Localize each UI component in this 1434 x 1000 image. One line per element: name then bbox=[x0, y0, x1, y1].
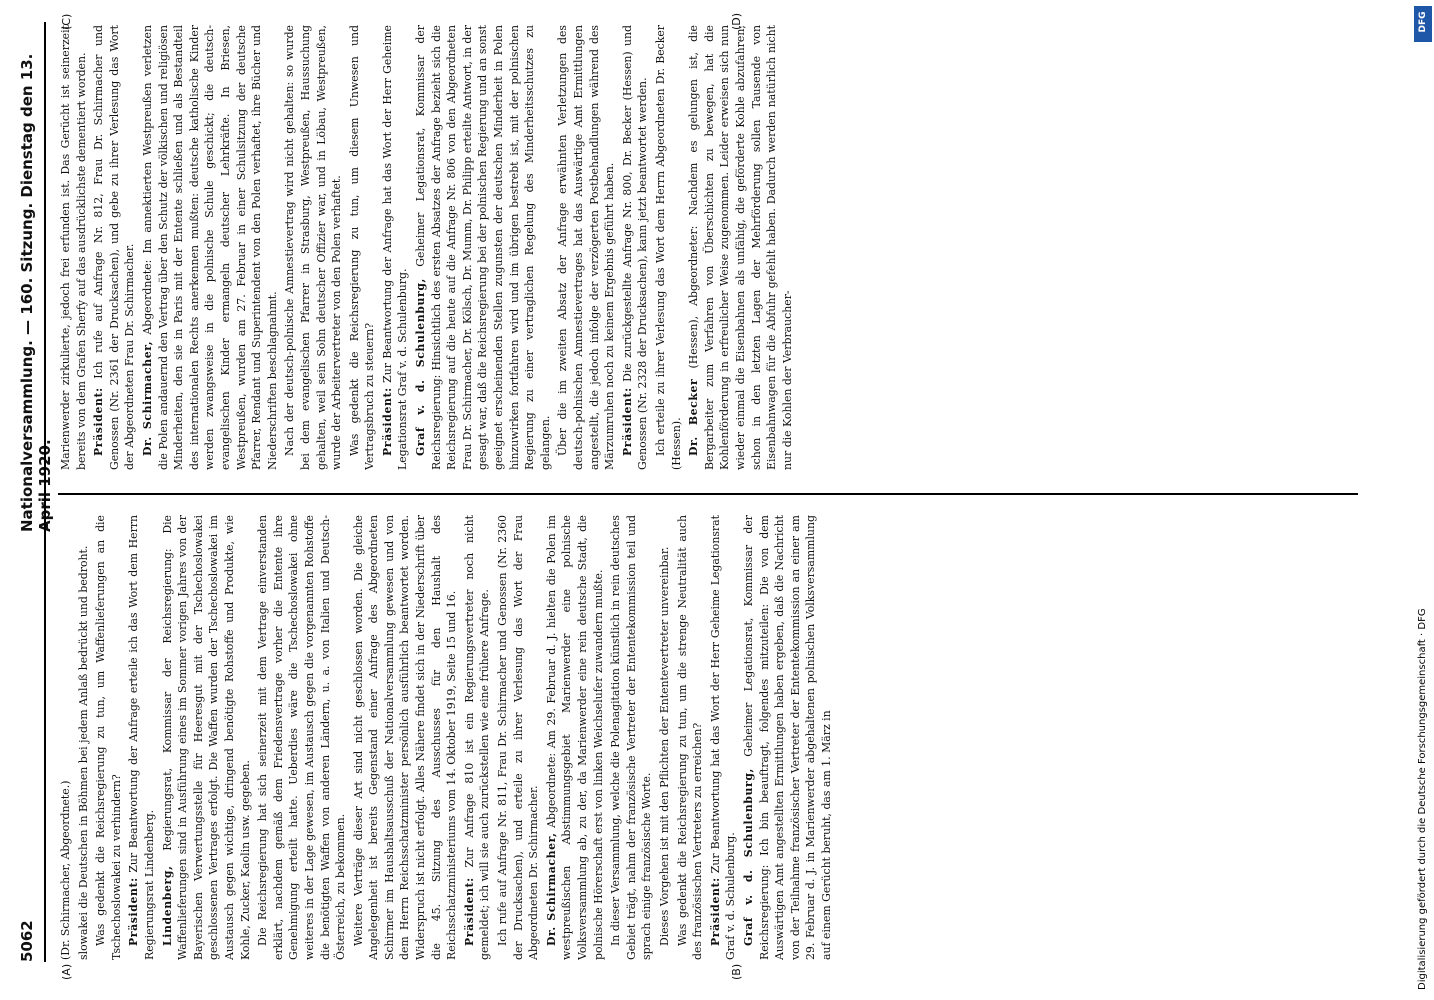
paragraph: Marienwerder zirkulierte, jedoch frei erfunden ist. Das Gerücht ist seinerzeit bereits von dem Grafen Sherfy auf das ausdrücklichste dementiert worden. bbox=[59, 25, 88, 470]
header-divider bbox=[44, 22, 46, 962]
paragraph: Weitere Verträge dieser Art sind nicht geschlossen worden. Die gleiche Angelegenheit ist bereits Gegenstand einer Anfrage des Abgeordneten Schirmer im Haushaltsausschuß der Nationalversammlung gewesen und von dem Herrn Reichsschatzminister persönlich ausführlich beantwortet worden. Widerspruch ist nicht erfolgt. Alles Nähere findet sich in der Niederschrift über die 45. Sitzung des Ausschusses für den Haushalt des Reichsschatzministeriums vom 14. Oktober 1919, Seite 15 und 16. bbox=[351, 515, 459, 960]
paragraph: Präsident: Zur Beantwortung hat das Wort der Herr Geheime Legationsrat Graf v. d. Schulenburg. bbox=[708, 515, 738, 960]
paragraph: (Dr. Schirmacher, Abgeordnete.) bbox=[59, 780, 72, 960]
paragraph: Graf v. d. Schulenburg, Geheimer Legationsrat, Kommissar der Reichsregierung: Hinsichtlich des ersten Absatzes der Anfrage bezieht sich die Reichsregierung auf die heute auf die Anfrage Nr. 806 von den Abgeordneten Frau Dr. Schirmacher, Dr. Kölsch, Dr. Mumm, Dr. Philipp erteilte Antwort, in der gesagt war, daß die Reichsregierung bei der polnischen Regierung und an sonst geeignet erscheinenden Stellen zugunsten der deutschen Minderheit in Polen hinzuwirken fortfahren wird und im übrigen bestrebt ist, mit der polnischen Regierung zu einer vertraglichen Regelung des Minderheitsschutzes zu gelangen. bbox=[414, 25, 552, 470]
page-number: 5062 bbox=[18, 920, 36, 962]
page-header bbox=[12, 22, 54, 962]
speaker-name: Dr. Becker bbox=[687, 378, 701, 456]
speaker-name: Präsident: bbox=[620, 387, 634, 456]
paragraph: Präsident: Ich rufe auf Anfrage Nr. 812, Frau Dr. Schirmacher und Genossen (Nr. 2361 der Drucksachen), und gebe zu ihrer Verlesung das Wort der Abgeordneten Frau Dr. Schirmacher. bbox=[92, 25, 137, 470]
paragraph: Was gedenkt die Reichsregierung zu tun, um diesem Unwesen und Vertragsbruch zu steuern? bbox=[347, 25, 377, 470]
dfg-logo-icon bbox=[1414, 6, 1432, 42]
paragraph: Dr. Schirmacher, Abgeordnete: Im annektierten Westpreußen verletzen die Polen andauernd den Vertrag über den Schutz der völkischen und religiösen Minderheiten, den sie in Paris mit der Entente schließen und als Bestandteil des internationalen Rechts anerkennen mußten: deutsche katholische Kinder werden zwangsweise in die polnische Schule geschickt; die deutsch-evangelischen Kinder ermangeln deutscher Lehrkräfte. In Briesen, Westpreußen, wurden am 27. Februar in einer Schulsitzung der deutsche Pfarrer, Rendant und Superintendent von den Polen verhaftet, ihre Bücher und Niederschriften beschlagnahmt. bbox=[140, 25, 279, 470]
paragraph: Graf v. d. Schulenburg, Geheimer Legationsrat, Kommissar der Reichsregierung: Ich bin beauftragt, folgendes mitzuteilen: Die von dem Auswärtigen Amt angestellten Ermittlungen haben ergeben, daß die Nachricht von der Teilnahme französischer Vertreter der Ententekommission an einer am 29. Februar d. J. in Marienwerder abgehaltenen polnischen Volksversammlung auf einem Gerücht beruht, das am 1. März in bbox=[741, 515, 833, 960]
paragraph: Über die im zweiten Absatz der Anfrage erwähnten Verletzungen des deutsch-polnischen Amnestievertrages hat das Auswärtige Amt Ermittlungen angestellt, die jedoch infolge der verzögerten Postbehandlungen während des Märzumruhen noch zu keinem Ergebnis geführt haben. bbox=[556, 25, 617, 470]
paragraph: Was gedenkt die Reichsregierung zu tun, um Waffenlieferungen an die Tschechoslowakei zu verhindern? bbox=[94, 515, 123, 960]
margin-marker-c: (C) bbox=[60, 13, 73, 30]
paragraph: Präsident: Die zurückgestellte Anfrage Nr. 800, Dr. Becker (Hessen) und Genossen (Nr. 2328 der Drucksachen), kann jetzt beantwortet werden. bbox=[620, 25, 650, 470]
paragraph: Nach der deutsch-polnische Amnestievertrag wird nicht gehalten: so wurde bei dem evangelischen Pfarrer in Strasburg, Westpreußen, Haussuchung gehalten, weil sein Sohn deutscher Offizier war, und in Löbau, Westpreußen, wurde der Arbeitervertreter von den Polen verhaftet. bbox=[283, 25, 344, 470]
paragraph: Dr. Becker (Hessen), Abgeordneter: Nachdem es gelungen ist, die Bergarbeiter zum Verfahren von Überschichten zu bewegen, hat die Kohlenförderung in erfreulicher Weise zugenommen. Leider erweisen sich nun wieder einmal die Eisenbahnen als unfähig, die geförderte Kohle abzufahren; schon in den letzten Lagen der Mehrförderung sollen Tausende von Eisenbahnwagen für die Abfuhr gefehlt haben. Dadurch werden natürlich nicht nur die Kohlen der Verbraucher- bbox=[687, 25, 794, 470]
paragraph: Ich rufe auf Anfrage Nr. 811, Frau Dr. Schirmacher und Genossen (Nr. 2360 der Drucksachen), und erteile zu ihrer Verlesung das Wort der Frau Abgeordneten Dr. Schirmacher. bbox=[496, 515, 541, 960]
margin-marker-d: (D) bbox=[730, 12, 743, 30]
speaker-name: Graf v. d. Schulenburg, bbox=[741, 768, 755, 946]
paragraph: Ich erteile zu ihrer Verlesung das Wort dem Herrn Abgeordneten Dr. Becker (Hessen). bbox=[653, 25, 683, 470]
funding-note: Digitalisierung gefördert durch die Deutsche Forschungsgemeinschaft · DFG bbox=[1417, 608, 1428, 990]
speaker-name: Präsident: bbox=[127, 877, 141, 946]
margin-marker-b: (B) bbox=[730, 963, 743, 980]
paragraph: slowakei die Deutschen in Böhmen bei jedem Anlaß bedrückt und bedroht. bbox=[76, 545, 90, 960]
paragraph: Präsident: Zur Beantwortung der Anfrage hat das Wort der Herr Geheime Legationsrat Graf v. d. Schulenburg. bbox=[380, 25, 410, 470]
speaker-name: Dr. Schirmacher, bbox=[140, 340, 154, 456]
paragraph: Dr. Schirmacher, Abgeordnete: Am 29. Februar d. J. hielten die Polen im westpreußischen Abstimmungsgebiet Marienwerder eine polnische Volksversammlung ab, zu der, da Marienwerder eine rein deutsche Stadt, die polnische Hörerschaft erst von linken Weichselufer zuwandern mußte. bbox=[544, 515, 605, 960]
paragraph: Lindenberg, Regierungsrat, Kommissar der Reichsregierung: Die Waffenlieferungen sind in Ausführung eines im Sommer vorigen Jahres von der Bayerischen Verwertungsstelle für Heeresgut mit der Tschechoslowakei geschlossenen Vertrages erfolgt. Die Waffen wurden der Tschechoslowakei im Austausch gegen wichtige, dringend benötigte Rohstoffe und Produkte, wie Kohle, Zucker, Kaolin usw. gegeben. bbox=[160, 515, 252, 960]
paragraph: Dieses Vorgehen ist mit den Pflichten der Ententevertreter unvereinbar. bbox=[657, 546, 671, 946]
speaker-name: Präsident: bbox=[380, 387, 394, 456]
column-divider bbox=[58, 493, 1358, 495]
margin-marker-a: (A) bbox=[60, 963, 73, 980]
left-column bbox=[58, 515, 1358, 960]
paragraph: Präsident: Zur Anfrage 810 ist ein Regierungsvertreter noch nicht gemeldet; ich will sie auch zurückstellen wie eine frühere Anfrage. bbox=[462, 515, 492, 960]
speaker-name: Dr. Schirmacher, bbox=[544, 832, 558, 946]
speaker-name: Präsident: bbox=[708, 877, 722, 946]
paragraph: Was gedenkt die Reichsregierung zu tun, um die strenge Neutralität auch des französischen Vertreters zu erreichen? bbox=[675, 515, 705, 960]
speaker-name: Präsident: bbox=[92, 387, 106, 456]
page-title: Nationalversammlung. — 160. Sitzung. Dienstag den 13. April 1920. bbox=[18, 53, 54, 532]
right-column bbox=[58, 25, 1358, 470]
paragraph: Die Reichsregierung hat sich seinerzeit mit dem Vertrage einverstanden erklärt, nachdem gemäß dem Friedensvertrage vorher die Entente ihre Genehmigung erteilt hatte. Ueberdies wäre die Tschechoslowakei ohne weiteres in der Lage gewesen, im Austausch gegen die vorgenannten Rohstoffe die benötigten Waffen von anderen Ländern, u. a. von Italien und Deutsch-Österreich, zu bekommen. bbox=[256, 515, 348, 960]
dfg-logo-text: DFG bbox=[1418, 11, 1428, 33]
paragraph: Präsident: Zur Beantwortung der Anfrage erteile ich das Wort dem Herrn Regierungsrat Lindenberg. bbox=[127, 515, 156, 960]
paragraph: In dieser Versammlung, welche die Polenagitation künstlich in rein deutsches Gebiet trägt, nahm der französische Vertreter der Ententekommission teil und sprach einige französische Worte. bbox=[609, 515, 654, 960]
speaker-name: Lindenberg, bbox=[160, 865, 174, 946]
speaker-name: Präsident: bbox=[462, 877, 476, 946]
speaker-name: Graf v. d. Schulenburg, bbox=[414, 278, 428, 456]
